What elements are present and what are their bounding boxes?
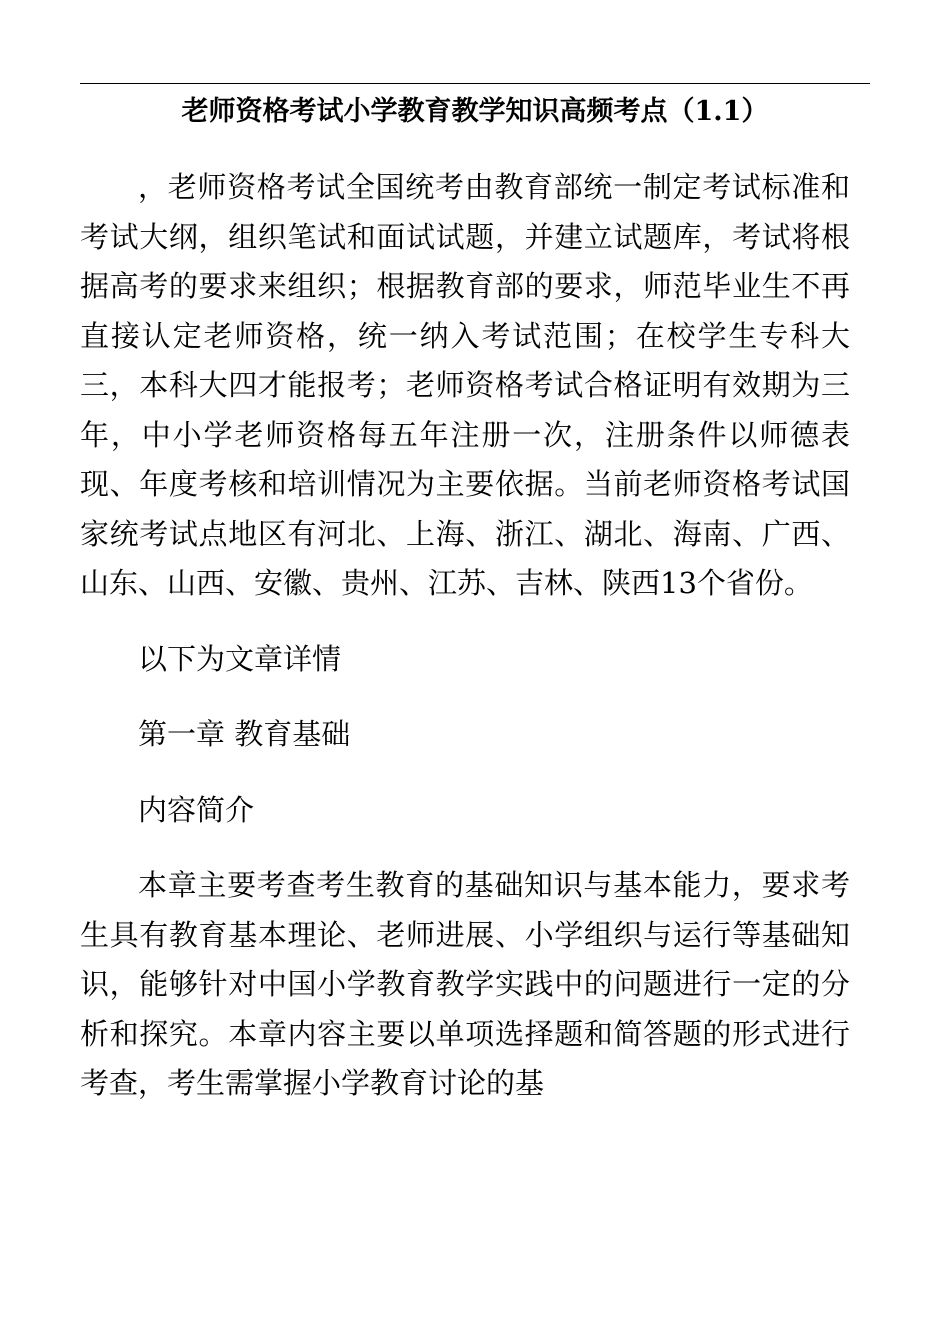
paragraph-gap — [80, 835, 850, 861]
document-title: 老师资格考试小学教育教学知识高频考点（1.1） — [181, 96, 769, 127]
chapter-summary-paragraph: 本章主要考查考生教育的基础知识与基本能力，要求考生具有教育基本理论、老师进展、小学组织与运行等基础知识，能够针对中国小学教育教学实践中的问题进行一定的分析和探究。本章内容主要以单项选择题和简答题的形式进行考查，考生需掌握小学教育讨论的基 — [80, 868, 850, 1100]
document-body — [80, 163, 850, 1109]
chapter-heading: 第一章 教育基础 — [138, 717, 351, 751]
header-rule — [80, 83, 870, 84]
section-heading: 内容简介 — [138, 792, 255, 827]
paragraph-gap — [80, 760, 850, 786]
paragraph-gap — [80, 684, 850, 710]
paragraph-gap — [80, 609, 850, 635]
intro-paragraph: ，老师资格考试全国统考由教育部统一制定考试标准和考试大纲，组织笔试和面试试题，并建立试题库，考试将根据高考的要求来组织；根据教育部的要求，师范毕业生不再直接认定老师资格，统一纳入考试范围；在校学生专科大三，本科大四才能报考；老师资格考试合格证明有效期为三年，中小学老师资格每五年注册一次，注册条件以师德表现、年度考核和培训情况为主要依据。当前老师资格考试国家统考试点地区有河北、上海、浙江、湖北、海南、广西、山东、山西、安徽、贵州、江苏、吉林、陕西13个省份。 — [80, 170, 850, 600]
details-lead: 以下为文章详情 — [138, 641, 342, 676]
